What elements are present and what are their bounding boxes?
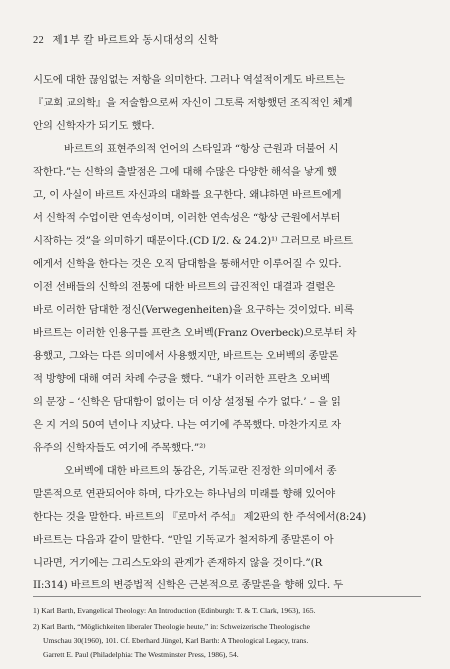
running-title: 제1부 칼 바르트와 동시대성의 신학 — [52, 34, 219, 46]
body-line: 한다는 것을 말한다. 바르트의 『로마서 주석』 제2판의 한 주석에서(8:24) — [33, 511, 367, 523]
body-line: 이전 선배들의 신학의 전통에 대한 바르트의 급진적인 대결과 결렬은 — [33, 281, 336, 293]
body-line: 니라면, 거기에는 그리스도와의 관계가 존재하지 않을 것이다.”(R — [33, 557, 323, 569]
body-line: 고, 이 사실이 바르트 자신과의 대화를 요구한다. 왜냐하면 바르트에게 — [33, 189, 342, 201]
body-line: 시도에 대한 끊임없는 저항을 의미한다. 그러나 역설적이게도 바르트는 — [33, 74, 345, 86]
footnote-continuation: Garrett E. Paul (Philadelphia: The Westminster Press, 1986), 54. — [43, 650, 239, 659]
body-line: 바르트는 이러한 인용구를 프란츠 오버벡(Franz Overbeck)으로부터 차 — [33, 327, 357, 339]
running-header — [33, 32, 218, 47]
body-line: 『교회 교의학』을 저술함으로써 자신이 그토록 저항했던 조직적인 체계 — [33, 97, 353, 109]
body-line: 오버벡에 대한 바르트의 동감은, 기독교란 진정한 의미에서 종 — [64, 465, 337, 477]
body-line: 용했고, 그와는 다른 의미에서 사용했지만, 바르트는 오버벡의 종말론 — [33, 350, 339, 362]
body-line: 적 방향에 대해 여러 차례 수긍을 했다. “내가 이러한 프란츠 오버벡 — [33, 373, 330, 385]
body-line: 시작하는 것”을 의미하기 때문이다.(CD I/2. & 24.2)¹⁾ 그러므로 바르트 — [33, 235, 353, 247]
body-line: 바르트는 다음과 같이 말한다. “만일 기독교가 철저하게 종말론이 아 — [33, 534, 334, 546]
body-line: 안의 신학자가 되기도 했다. — [33, 120, 155, 132]
body-line: 은 지 거의 50여 년이나 지났다. 나는 여기에 주목했다. 마찬가지로 자 — [33, 419, 341, 431]
body-line: 바르트의 표현주의적 언어의 스타일과 “항상 근원과 더불어 시 — [64, 143, 339, 155]
footnote: 2) Karl Barth, “Möglichkeiten liberaler Theologie heute,” in: Schweizerische Theologische — [33, 622, 311, 631]
body-line: 서 신학적 수업이란 연속성이며, 이러한 연속성은 “항상 근원에서부터 — [33, 212, 341, 224]
body-line: 작한다.”는 신학의 출발점은 그에 대해 수많은 다양한 해석을 낳게 했 — [33, 166, 337, 178]
body-line: 말론적으로 연관되어야 하며, 다가오는 하나님의 미래를 향해 있어야 — [33, 488, 336, 500]
body-line: II:314) 바르트의 변증법적 신학은 근본적으로 종말론을 향해 있다. 두 — [33, 579, 344, 591]
body-line: 의 문장 – ‘신학은 담대함이 없이는 더 이상 설정될 수가 없다.’ – 을 읽 — [33, 396, 341, 408]
page-number: 22 — [33, 35, 44, 46]
body-line: 바로 이러한 담대한 정신(Verwegenheiten)을 요구하는 것이었다. 비록 — [33, 304, 354, 316]
footnote-divider — [33, 596, 421, 597]
footnote-continuation: Umschau 30(1960), 101. Cf. Eberhard Jüngel, Karl Barth: A Theological Legacy, trans. — [43, 636, 309, 645]
body-line: 에게서 신학을 한다는 것은 오직 담대함을 통해서만 이루어질 수 있다. — [33, 258, 342, 270]
body-line: 유주의 신학자들도 여기에 주목했다.”²⁾ — [33, 442, 206, 454]
footnote: 1) Karl Barth, Evangelical Theology: An Introduction (Edinburgh: T. & T. Clark, 1963), 165. — [33, 606, 316, 615]
